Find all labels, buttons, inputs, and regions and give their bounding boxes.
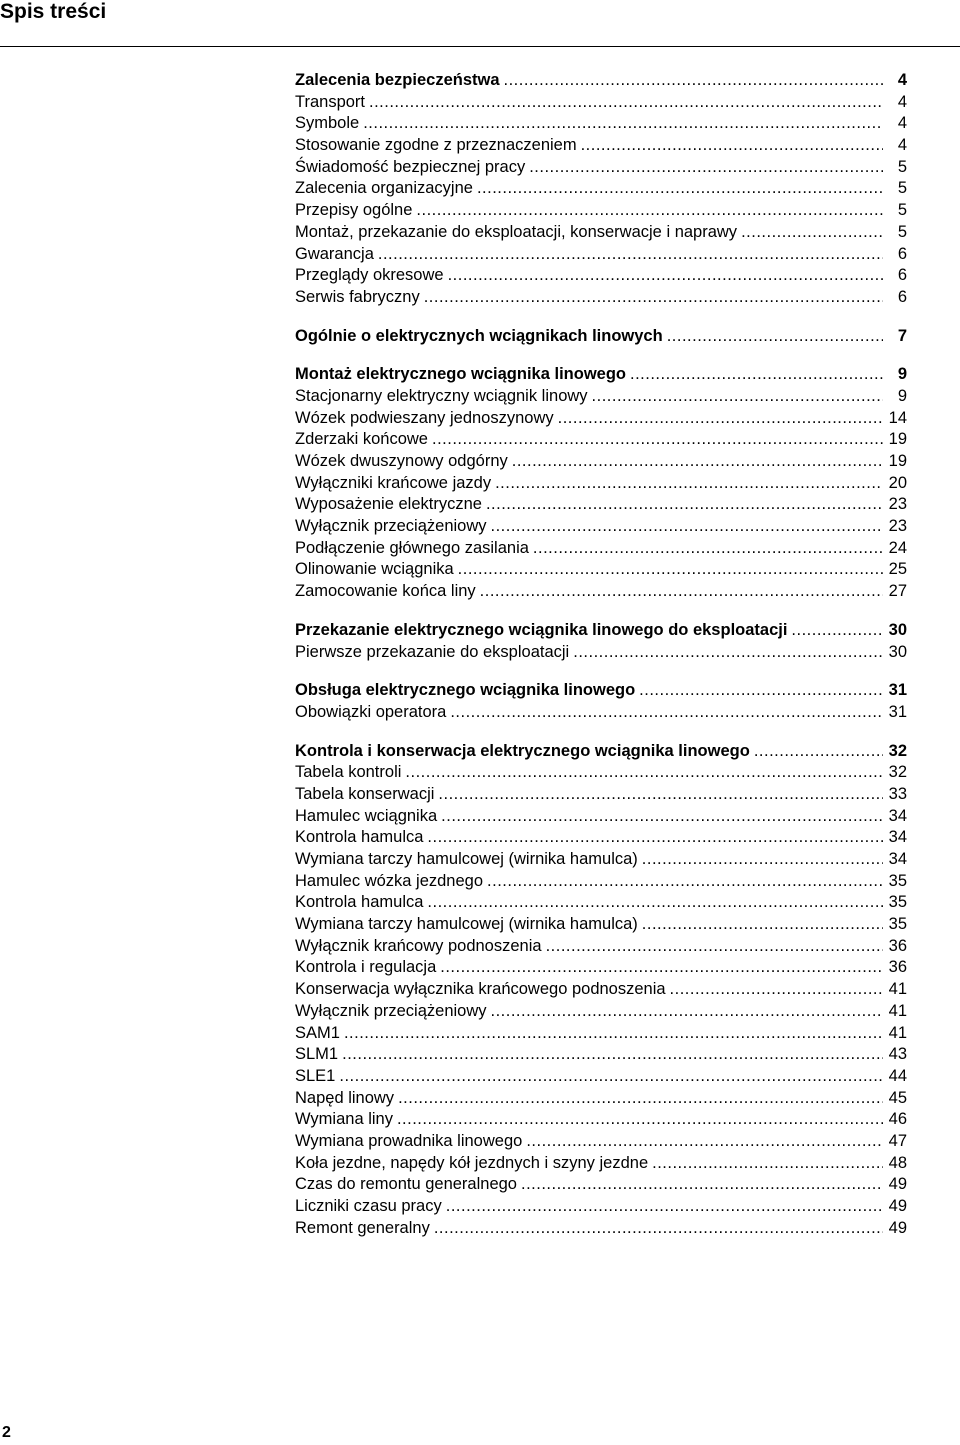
toc-page-number: 4 bbox=[897, 92, 907, 111]
toc-entry-title: Wyłączniki krańcowe jazdy bbox=[295, 473, 492, 492]
toc-entry-title: Wózek podwieszany jednoszynowy bbox=[295, 408, 554, 427]
toc-dot-leader bbox=[642, 914, 883, 936]
toc-page-number: 36 bbox=[888, 958, 907, 977]
toc-entry[interactable] bbox=[295, 265, 907, 287]
toc-dot-leader bbox=[424, 287, 883, 309]
toc-page-number: 31 bbox=[888, 702, 907, 721]
toc-page-number: 9 bbox=[897, 386, 907, 405]
toc-dot-leader bbox=[448, 265, 883, 287]
toc-dot-leader bbox=[526, 1131, 883, 1153]
toc-entry[interactable] bbox=[295, 827, 907, 849]
toc-page-number: 23 bbox=[888, 517, 907, 536]
toc-entry-title: Napęd linowy bbox=[295, 1088, 395, 1107]
toc-entry[interactable] bbox=[295, 178, 907, 200]
toc-page-number: 49 bbox=[888, 1218, 907, 1237]
toc-page-number: 45 bbox=[888, 1088, 907, 1107]
toc-dot-leader bbox=[592, 386, 883, 408]
toc-entry[interactable] bbox=[295, 957, 907, 979]
toc-dot-leader bbox=[495, 473, 883, 495]
toc-page-number: 24 bbox=[888, 538, 907, 557]
toc-page-number: 30 bbox=[888, 620, 907, 639]
toc-dot-leader bbox=[434, 1218, 883, 1240]
toc-dot-leader bbox=[491, 1001, 884, 1023]
toc-section-entry[interactable] bbox=[295, 364, 907, 386]
toc-page-number: 41 bbox=[888, 980, 907, 999]
toc-entry[interactable] bbox=[295, 1196, 907, 1218]
toc-page-number: 5 bbox=[897, 157, 907, 176]
toc-page-number: 5 bbox=[897, 201, 907, 220]
table-of-contents bbox=[295, 70, 907, 1239]
toc-entry-title: Koła jezdne, napędy kół jezdnych i szyny jezdne bbox=[295, 1153, 649, 1172]
toc-entry-title: Wyłącznik przeciążeniowy bbox=[295, 517, 487, 536]
toc-page-number: 32 bbox=[888, 741, 907, 760]
toc-page-number: 25 bbox=[888, 560, 907, 579]
toc-entry-title: Podłączenie głównego zasilania bbox=[295, 538, 529, 557]
toc-page-number: 14 bbox=[888, 408, 907, 427]
toc-entry[interactable] bbox=[295, 1109, 907, 1131]
toc-dot-leader bbox=[344, 1023, 883, 1045]
toc-entry[interactable] bbox=[295, 581, 907, 603]
toc-page-number: 27 bbox=[888, 582, 907, 601]
toc-dot-leader bbox=[378, 244, 883, 266]
toc-section-entry[interactable] bbox=[295, 680, 907, 702]
toc-page-number: 30 bbox=[888, 642, 907, 661]
toc-dot-leader bbox=[529, 157, 883, 179]
toc-entry-title: Przeglądy okresowe bbox=[295, 266, 444, 285]
toc-entry-title: Zalecenia organizacyjne bbox=[295, 179, 473, 198]
toc-dot-leader bbox=[432, 429, 883, 451]
toc-entry[interactable] bbox=[295, 494, 907, 516]
toc-dot-leader bbox=[667, 326, 883, 348]
toc-entry-title: SAM1 bbox=[295, 1023, 340, 1042]
toc-entry[interactable] bbox=[295, 287, 907, 309]
toc-entry-title: Pierwsze przekazanie do eksploatacji bbox=[295, 642, 570, 661]
toc-entry[interactable] bbox=[295, 642, 907, 664]
toc-entry[interactable] bbox=[295, 871, 907, 893]
toc-entry-title: Tabela kontroli bbox=[295, 763, 402, 782]
toc-entry-title: Kontrola i konserwacja elektrycznego wciągnika linowego bbox=[295, 741, 750, 760]
toc-entry[interactable] bbox=[295, 936, 907, 958]
toc-entry[interactable] bbox=[295, 451, 907, 473]
toc-entry-title: Przekazanie elektrycznego wciągnika linowego do eksploatacji bbox=[295, 620, 788, 639]
toc-entry-title: Wymiana prowadnika linowego bbox=[295, 1131, 523, 1150]
toc-dot-leader bbox=[558, 408, 883, 430]
toc-dot-leader bbox=[477, 178, 883, 200]
toc-entry[interactable] bbox=[295, 113, 907, 135]
toc-dot-leader bbox=[397, 1109, 883, 1131]
toc-section-entry[interactable] bbox=[295, 741, 907, 763]
toc-entry-title: Zamocowanie końca liny bbox=[295, 582, 476, 601]
toc-page-number: 6 bbox=[897, 287, 907, 306]
toc-dot-leader bbox=[791, 620, 883, 642]
toc-entry[interactable] bbox=[295, 702, 907, 724]
toc-dot-leader bbox=[339, 1066, 883, 1088]
toc-page-number: 49 bbox=[888, 1197, 907, 1215]
toc-entry[interactable] bbox=[295, 1088, 907, 1110]
toc-page-number: 48 bbox=[888, 1153, 907, 1172]
toc-entry-title: Wyłącznik krańcowy podnoszenia bbox=[295, 936, 542, 955]
toc-dot-leader bbox=[398, 1088, 883, 1110]
toc-dot-leader bbox=[363, 113, 883, 135]
toc-dot-leader bbox=[480, 581, 883, 603]
toc-entry[interactable] bbox=[295, 429, 907, 451]
toc-page-number: 47 bbox=[888, 1131, 907, 1150]
toc-entry-title: Wózek dwuszynowy odgórny bbox=[295, 452, 508, 470]
toc-page-number: 19 bbox=[888, 430, 907, 449]
toc-dot-leader bbox=[546, 936, 883, 958]
toc-dot-leader bbox=[652, 1153, 883, 1175]
toc-entry-title: Wymiana tarczy hamulcowej (wirnika hamulca) bbox=[295, 850, 638, 868]
toc-entry-title: Olinowanie wciągnika bbox=[295, 560, 454, 579]
toc-entry-title: Tabela konserwacji bbox=[295, 784, 435, 803]
toc-entry-title: SLE1 bbox=[295, 1066, 336, 1085]
toc-entry-title: Kontrola i regulacja bbox=[295, 958, 437, 977]
toc-entry-title: Montaż, przekazanie do eksploatacji, konserwacje i naprawy bbox=[295, 222, 738, 241]
toc-page-number: 35 bbox=[888, 893, 907, 912]
toc-entry[interactable] bbox=[295, 1131, 907, 1153]
toc-entry[interactable] bbox=[295, 559, 907, 581]
toc-entry[interactable] bbox=[295, 806, 907, 828]
toc-page-number: 6 bbox=[897, 244, 907, 263]
toc-page-number: 4 bbox=[897, 71, 907, 89]
toc-entry[interactable] bbox=[295, 222, 907, 244]
toc-entry[interactable] bbox=[295, 538, 907, 560]
toc-page-number: 35 bbox=[888, 871, 907, 890]
toc-entry-title: Hamulec wciągnika bbox=[295, 806, 438, 825]
toc-page-number: 7 bbox=[897, 326, 907, 345]
toc-entry[interactable] bbox=[295, 1218, 907, 1240]
toc-entry[interactable] bbox=[295, 386, 907, 408]
toc-entry[interactable] bbox=[295, 244, 907, 266]
toc-page-number: 23 bbox=[888, 495, 907, 514]
toc-entry[interactable] bbox=[295, 135, 907, 157]
toc-entry-title: Świadomość bezpiecznej pracy bbox=[295, 157, 526, 176]
toc-section-entry[interactable] bbox=[295, 620, 907, 642]
toc-page-number: 34 bbox=[888, 828, 907, 847]
toc-dot-leader bbox=[446, 1196, 883, 1218]
toc-page-number: 4 bbox=[897, 114, 907, 133]
toc-entry-title: Zalecenia bezpieczeństwa bbox=[295, 71, 500, 89]
toc-dot-leader bbox=[504, 70, 883, 92]
toc-page-number: 6 bbox=[897, 266, 907, 285]
toc-page-number: 20 bbox=[888, 473, 907, 492]
toc-dot-leader bbox=[438, 784, 883, 806]
toc-entry-title: Kontrola hamulca bbox=[295, 828, 424, 847]
toc-entry[interactable] bbox=[295, 784, 907, 806]
toc-entry-title: Konserwacja wyłącznika krańcowego podnoszenia bbox=[295, 980, 666, 999]
toc-entry-title: Zderzaki końcowe bbox=[295, 430, 428, 449]
toc-entry[interactable] bbox=[295, 92, 907, 114]
toc-entry[interactable] bbox=[295, 408, 907, 430]
toc-dot-leader bbox=[405, 762, 883, 784]
toc-dot-leader bbox=[487, 871, 883, 893]
toc-entry[interactable] bbox=[295, 1044, 907, 1066]
toc-page-number: 46 bbox=[888, 1110, 907, 1129]
toc-entry-title: Liczniki czasu pracy bbox=[295, 1197, 442, 1215]
toc-entry-title: Wyłącznik przeciążeniowy bbox=[295, 1001, 487, 1020]
toc-dot-leader bbox=[458, 559, 883, 581]
toc-entry-title: Wymiana tarczy hamulcowej (wirnika hamulca) bbox=[295, 915, 638, 934]
toc-page-number: 9 bbox=[897, 365, 907, 384]
toc-dot-leader bbox=[581, 135, 883, 157]
toc-page-number: 33 bbox=[888, 784, 907, 803]
toc-entry-title: Gwarancja bbox=[295, 244, 374, 263]
toc-page-number: 19 bbox=[888, 452, 907, 470]
toc-page-number: 5 bbox=[897, 222, 907, 241]
toc-dot-leader bbox=[630, 364, 883, 386]
toc-page-number: 34 bbox=[888, 850, 907, 868]
toc-entry-title: Stosowanie zgodne z przeznaczeniem bbox=[295, 136, 577, 155]
toc-entry[interactable] bbox=[295, 1023, 907, 1045]
toc-page-number: 36 bbox=[888, 936, 907, 955]
toc-page-number: 41 bbox=[888, 1001, 907, 1020]
toc-dot-leader bbox=[450, 702, 883, 724]
toc-page-number: 44 bbox=[888, 1066, 907, 1085]
toc-dot-leader bbox=[427, 892, 883, 914]
toc-entry-title: Remont generalny bbox=[295, 1218, 430, 1237]
toc-entry-title: Przepisy ogólne bbox=[295, 201, 413, 220]
toc-entry[interactable] bbox=[295, 762, 907, 784]
toc-entry-title: Stacjonarny elektryczny wciągnik linowy bbox=[295, 386, 588, 405]
toc-entry-title: Hamulec wózka jezdnego bbox=[295, 871, 484, 890]
toc-page-number: 31 bbox=[888, 681, 907, 700]
toc-page-number: 49 bbox=[888, 1175, 907, 1194]
toc-dot-leader bbox=[754, 741, 883, 763]
toc-entry[interactable] bbox=[295, 1066, 907, 1088]
toc-entry[interactable] bbox=[295, 979, 907, 1001]
toc-entry-title: Montaż elektrycznego wciągnika linowego bbox=[295, 365, 626, 384]
toc-entry-title: Symbole bbox=[295, 114, 360, 133]
toc-entry-title: Obowiązki operatora bbox=[295, 702, 447, 721]
page-number: 2 bbox=[2, 1424, 11, 1441]
toc-entry[interactable] bbox=[295, 914, 907, 936]
toc-dot-leader bbox=[486, 494, 883, 516]
title-divider bbox=[0, 46, 960, 47]
toc-entry[interactable] bbox=[295, 1174, 907, 1196]
toc-page-number: 34 bbox=[888, 806, 907, 825]
toc-page-number: 35 bbox=[888, 915, 907, 934]
toc-dot-leader bbox=[521, 1174, 883, 1196]
toc-dot-leader bbox=[573, 642, 883, 664]
toc-entry-title: Wyposażenie elektryczne bbox=[295, 495, 482, 514]
toc-entry[interactable] bbox=[295, 200, 907, 222]
toc-dot-leader bbox=[533, 538, 883, 560]
toc-entry-title: Czas do remontu generalnego bbox=[295, 1175, 517, 1194]
toc-entry[interactable] bbox=[295, 516, 907, 538]
toc-entry-title: SLM1 bbox=[295, 1045, 339, 1064]
toc-entry-title: Ogólnie o elektrycznych wciągnikach linowych bbox=[295, 326, 663, 345]
toc-entry-title: Obsługa elektrycznego wciągnika linowego bbox=[295, 681, 636, 700]
toc-dot-leader bbox=[416, 200, 883, 222]
toc-dot-leader bbox=[440, 957, 883, 979]
toc-dot-leader bbox=[491, 516, 884, 538]
toc-dot-leader bbox=[441, 806, 883, 828]
toc-entry-title: Kontrola hamulca bbox=[295, 893, 424, 912]
toc-entry[interactable] bbox=[295, 892, 907, 914]
toc-entry-title: Serwis fabryczny bbox=[295, 287, 420, 306]
toc-section-entry[interactable] bbox=[295, 70, 907, 92]
toc-entry[interactable] bbox=[295, 157, 907, 179]
toc-entry[interactable] bbox=[295, 473, 907, 495]
toc-entry[interactable] bbox=[295, 849, 907, 871]
page-title: Spis treści bbox=[0, 0, 107, 23]
toc-entry-title: Transport bbox=[295, 92, 365, 111]
toc-dot-leader bbox=[670, 979, 883, 1001]
toc-page-number: 4 bbox=[897, 136, 907, 155]
toc-page-number: 5 bbox=[897, 179, 907, 198]
toc-dot-leader bbox=[512, 451, 883, 473]
toc-dot-leader bbox=[639, 680, 883, 702]
toc-dot-leader bbox=[369, 92, 883, 114]
toc-section-entry[interactable] bbox=[295, 326, 907, 348]
toc-dot-leader bbox=[741, 222, 883, 244]
toc-page-number: 32 bbox=[888, 763, 907, 782]
toc-entry[interactable] bbox=[295, 1153, 907, 1175]
toc-dot-leader bbox=[342, 1044, 883, 1066]
toc-dot-leader bbox=[427, 827, 883, 849]
toc-dot-leader bbox=[642, 849, 883, 871]
toc-entry[interactable] bbox=[295, 1001, 907, 1023]
toc-page-number: 41 bbox=[888, 1023, 907, 1042]
toc-entry-title: Wymiana liny bbox=[295, 1110, 393, 1129]
toc-page-number: 43 bbox=[888, 1045, 907, 1064]
